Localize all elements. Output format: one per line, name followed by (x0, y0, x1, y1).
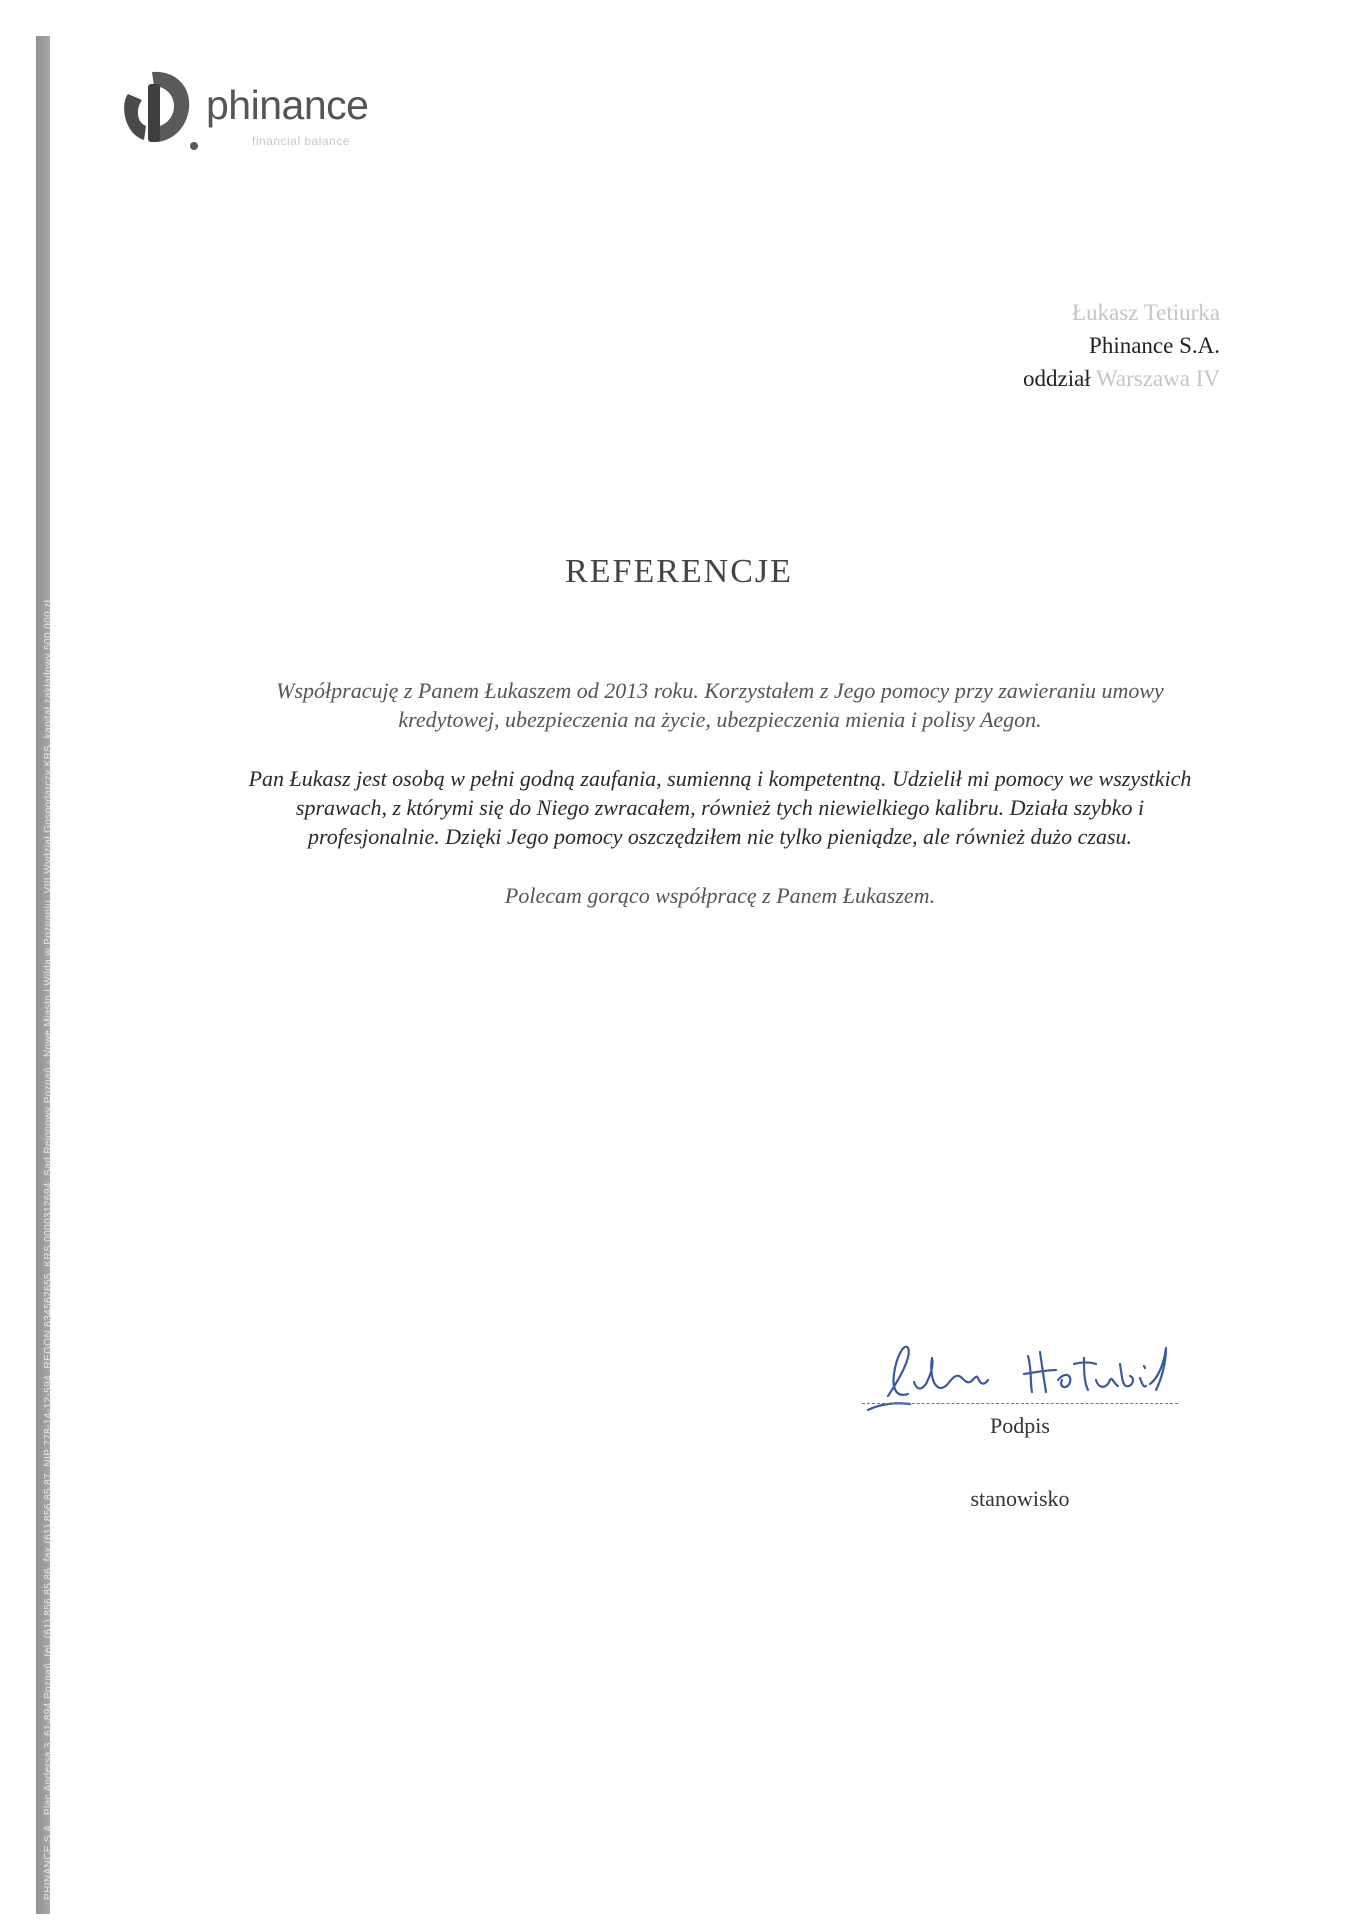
phinance-logo-icon (118, 64, 202, 154)
paragraph-closing: Polecam gorąco współpracę z Panem Łukaszem. (504, 883, 936, 908)
paragraph-recommendation: Pan Łukasz jest osobą w pełni godną zaufania, sumienną i kompetentną. Udzielił mi pomocy we wszystkich sprawach, z którymi się do Niego zwracałem, również tych niewielkiego kalibru. Działa szybko i profesjonalnie. Dzięki Jego pomocy oszczędziłem nie tylko pieniądze, ale również dużo czasu. (248, 766, 1192, 849)
document-title: REFERENCJE (565, 553, 793, 590)
signature-label: Podpis (990, 1413, 1050, 1438)
position-label: stanowisko (970, 1486, 1070, 1511)
branch-label: oddział (1023, 366, 1091, 391)
logo-tagline: financial balance (252, 134, 350, 148)
recipient-company: Phinance S.A. (1089, 333, 1220, 358)
signature-line (862, 1403, 1178, 1404)
company-logo (118, 64, 388, 154)
letter-body (230, 676, 1210, 940)
branch-value: Warszawa IV (1096, 366, 1220, 391)
recipient-name: Łukasz Tetiurka (1071, 300, 1220, 325)
paragraph-cooperation: Współpracuję z Panem Łukaszem od 2013 roku. Korzystałem z Jego pomocy przy zawieraniu umowy kredytowej, ubezpieczenia na życie, ubezpieczenia mienia i polisy Aegon. (276, 678, 1164, 732)
logo-wordmark: phinance (206, 82, 369, 128)
recipient-branch (1023, 362, 1220, 395)
recipient-address (1023, 296, 1220, 395)
company-registration-text: PHINANCE S.A., Plac Andersa 3, 61-894 Poznań, tel. (61) 856 85 86, fax (61) 856 85 87, NIP 778-14-12-594, REGON 634562655, KRS 0000312694, Sąd Rejonowy Poznań - Nowe Miasto i Wilda w Poznaniu, VIII Wydział Gospodarczy KRS, kapitał zakładowy 500 000 zł (43, 599, 54, 1900)
